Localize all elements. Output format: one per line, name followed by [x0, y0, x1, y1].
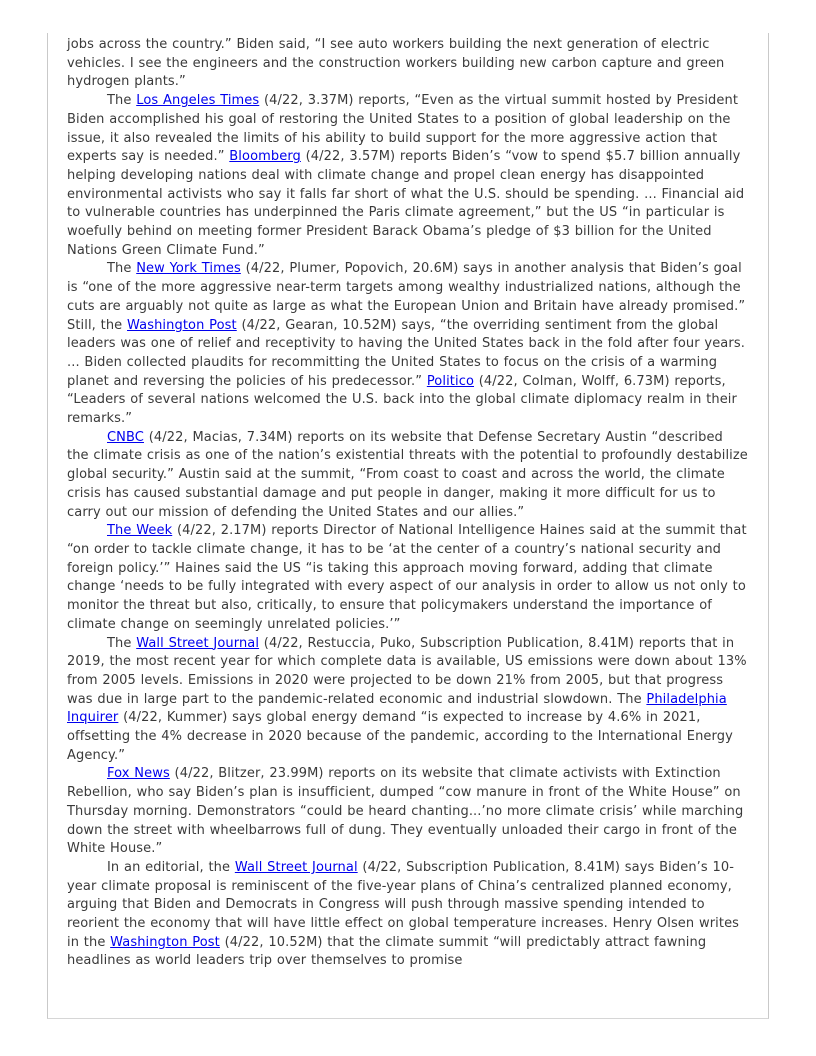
news-source-link[interactable]: Wall Street Journal [136, 635, 260, 651]
news-source-link[interactable]: Washington Post [110, 934, 220, 950]
news-source-link[interactable]: Bloomberg [229, 149, 301, 165]
news-source-link[interactable]: CNBC [107, 429, 144, 445]
text-run: (4/22, Colman, Wolff, 6.73M) reports, “Leaders of several nations welcomed the U.S. back into the global climate diplomacy realm in their remarks.” [67, 373, 737, 427]
news-source-link[interactable]: Fox News [107, 766, 170, 782]
text-run: (4/22, 2.17M) reports Director of National Intelligence Haines said at the summit that “on order to tackle climate change, it has to be ‘at the center of a country’s national security and foreign policy.’” Haines said the US “is taking this approach moving forward, adding that climate change ‘needs to be fully integrated with every aspect of our analysis in order to allow us not only to monitor the threat but also, critically, to ensure that policymakers understand the importance of climate change on seemingly unrelated policies.’” [67, 523, 747, 632]
text-run: (4/22, Blitzer, 23.99M) reports on its website that climate activists with Extinction Rebellion, who say Biden’s plan is insufficient, dumped “cow manure in front of the White House” on Thursday morning. Demonstrators “could be heard chanting...’no more climate crisis’ while marching down the street with wheelbarrows full of dung. They eventually unloaded their cargo in front of the White House.” [67, 766, 744, 857]
paragraph [67, 635, 749, 766]
news-source-link[interactable]: New York Times [136, 261, 241, 277]
text-run: (4/22, Restuccia, Puko, Subscription Publication, 8.41M) reports that in 2019, the most recent year for which complete data is available, US emissions were down about 13% from 2005 levels. Emissions in 2020 were projected to be down 21% from 2005, but that progress was due in large part to the pandemic-related economic and industrial slowdown. The [67, 635, 747, 707]
text-run: In an editorial, the [107, 859, 235, 875]
paragraph [67, 765, 749, 859]
text-run: (4/22, 3.57M) reports Biden’s “vow to spend $5.7 billion annually helping developing nations deal with climate change and propel clean energy has disappointed environmental activists who say it falls far short of what the U.S. should be spending. ... Financial aid to vulnerable countries has underpinned the Paris climate agreement,” but the US “in particular is woefully behind on meeting former President Barack Obama’s pledge of $3 billion for the United Nations Green Climate Fund.” [67, 149, 745, 258]
document-body [67, 36, 749, 971]
paragraph [67, 92, 749, 260]
text-run: The [107, 635, 137, 651]
text-run: (4/22, Plumer, Popovich, 20.6M) says in another analysis that Biden’s goal is “one of the more aggressive near-term targets among wealthy industrialized nations, although the cuts are arguably not quite as large as what the European Union and Britain have already promised.” Still, the [67, 261, 746, 333]
paragraph [67, 36, 749, 92]
document-page [47, 33, 769, 1019]
news-source-link[interactable]: Washington Post [127, 317, 237, 333]
news-source-link[interactable]: Wall Street Journal [234, 859, 358, 875]
paragraph [67, 429, 749, 523]
text-run: jobs across the country.” Biden said, “I see auto workers building the next generation of electric vehicles. I see the engineers and the construction workers building new carbon capture and green hydrogen plants.” [67, 37, 725, 90]
news-source-link[interactable]: Politico [426, 373, 474, 389]
text-run: The [107, 93, 137, 109]
text-run: (4/22, Subscription Publication, 8.41M) says Biden’s 10-year climate proposal is reminiscent of the five-year plans of China’s centralized planned economy, arguing that Biden and Democrats in Congress will push through massive spending intended to reorient the economy that will have little effect on global temperature increases. Henry Olsen writes in the [67, 859, 740, 950]
paragraph [67, 260, 749, 428]
text-run: (4/22, 10.52M) that the climate summit “will predictably attract fawning headlines as world leaders trip over themselves to promise [67, 934, 707, 969]
paragraph [67, 859, 749, 971]
text-run: (4/22, Gearan, 10.52M) says, “the overriding sentiment from the global leaders was one of relief and receptivity to having the United States back in the fold after four years. ... Biden collected plaudits for recommitting the United States to focus on the crisis of a warming planet and reversing the policies of his predecessor.” [67, 317, 745, 389]
paragraph [67, 522, 749, 634]
news-source-link[interactable]: The Week [107, 523, 173, 539]
text-run: The [107, 261, 137, 277]
text-run: (4/22, 3.37M) reports, “Even as the virtual summit hosted by President Biden accomplished his goal of restoring the United States to a position of global leadership on the issue, it also revealed the limits of his ability to build support for the more aggressive action that experts say is needed.” [67, 93, 739, 165]
news-source-link[interactable]: Philadelphia Inquirer [67, 691, 727, 726]
text-run: (4/22, Macias, 7.34M) reports on its website that Defense Secretary Austin “described the climate crisis as one of the nation’s existential threats with the potential to profoundly destabilize global security.” Austin said at the summit, “From coast to coast and across the world, the climate crisis has caused substantial damage and put people in danger, making it more difficult for us to carry out our mission of defending the United States and our allies.” [67, 429, 748, 520]
text-run: (4/22, Kummer) says global energy demand “is expected to increase by 4.6% in 2021, offsetting the 4% decrease in 2020 because of the pandemic, according to the International Energy Agency.” [67, 710, 733, 763]
news-source-link[interactable]: Los Angeles Times [136, 93, 260, 109]
